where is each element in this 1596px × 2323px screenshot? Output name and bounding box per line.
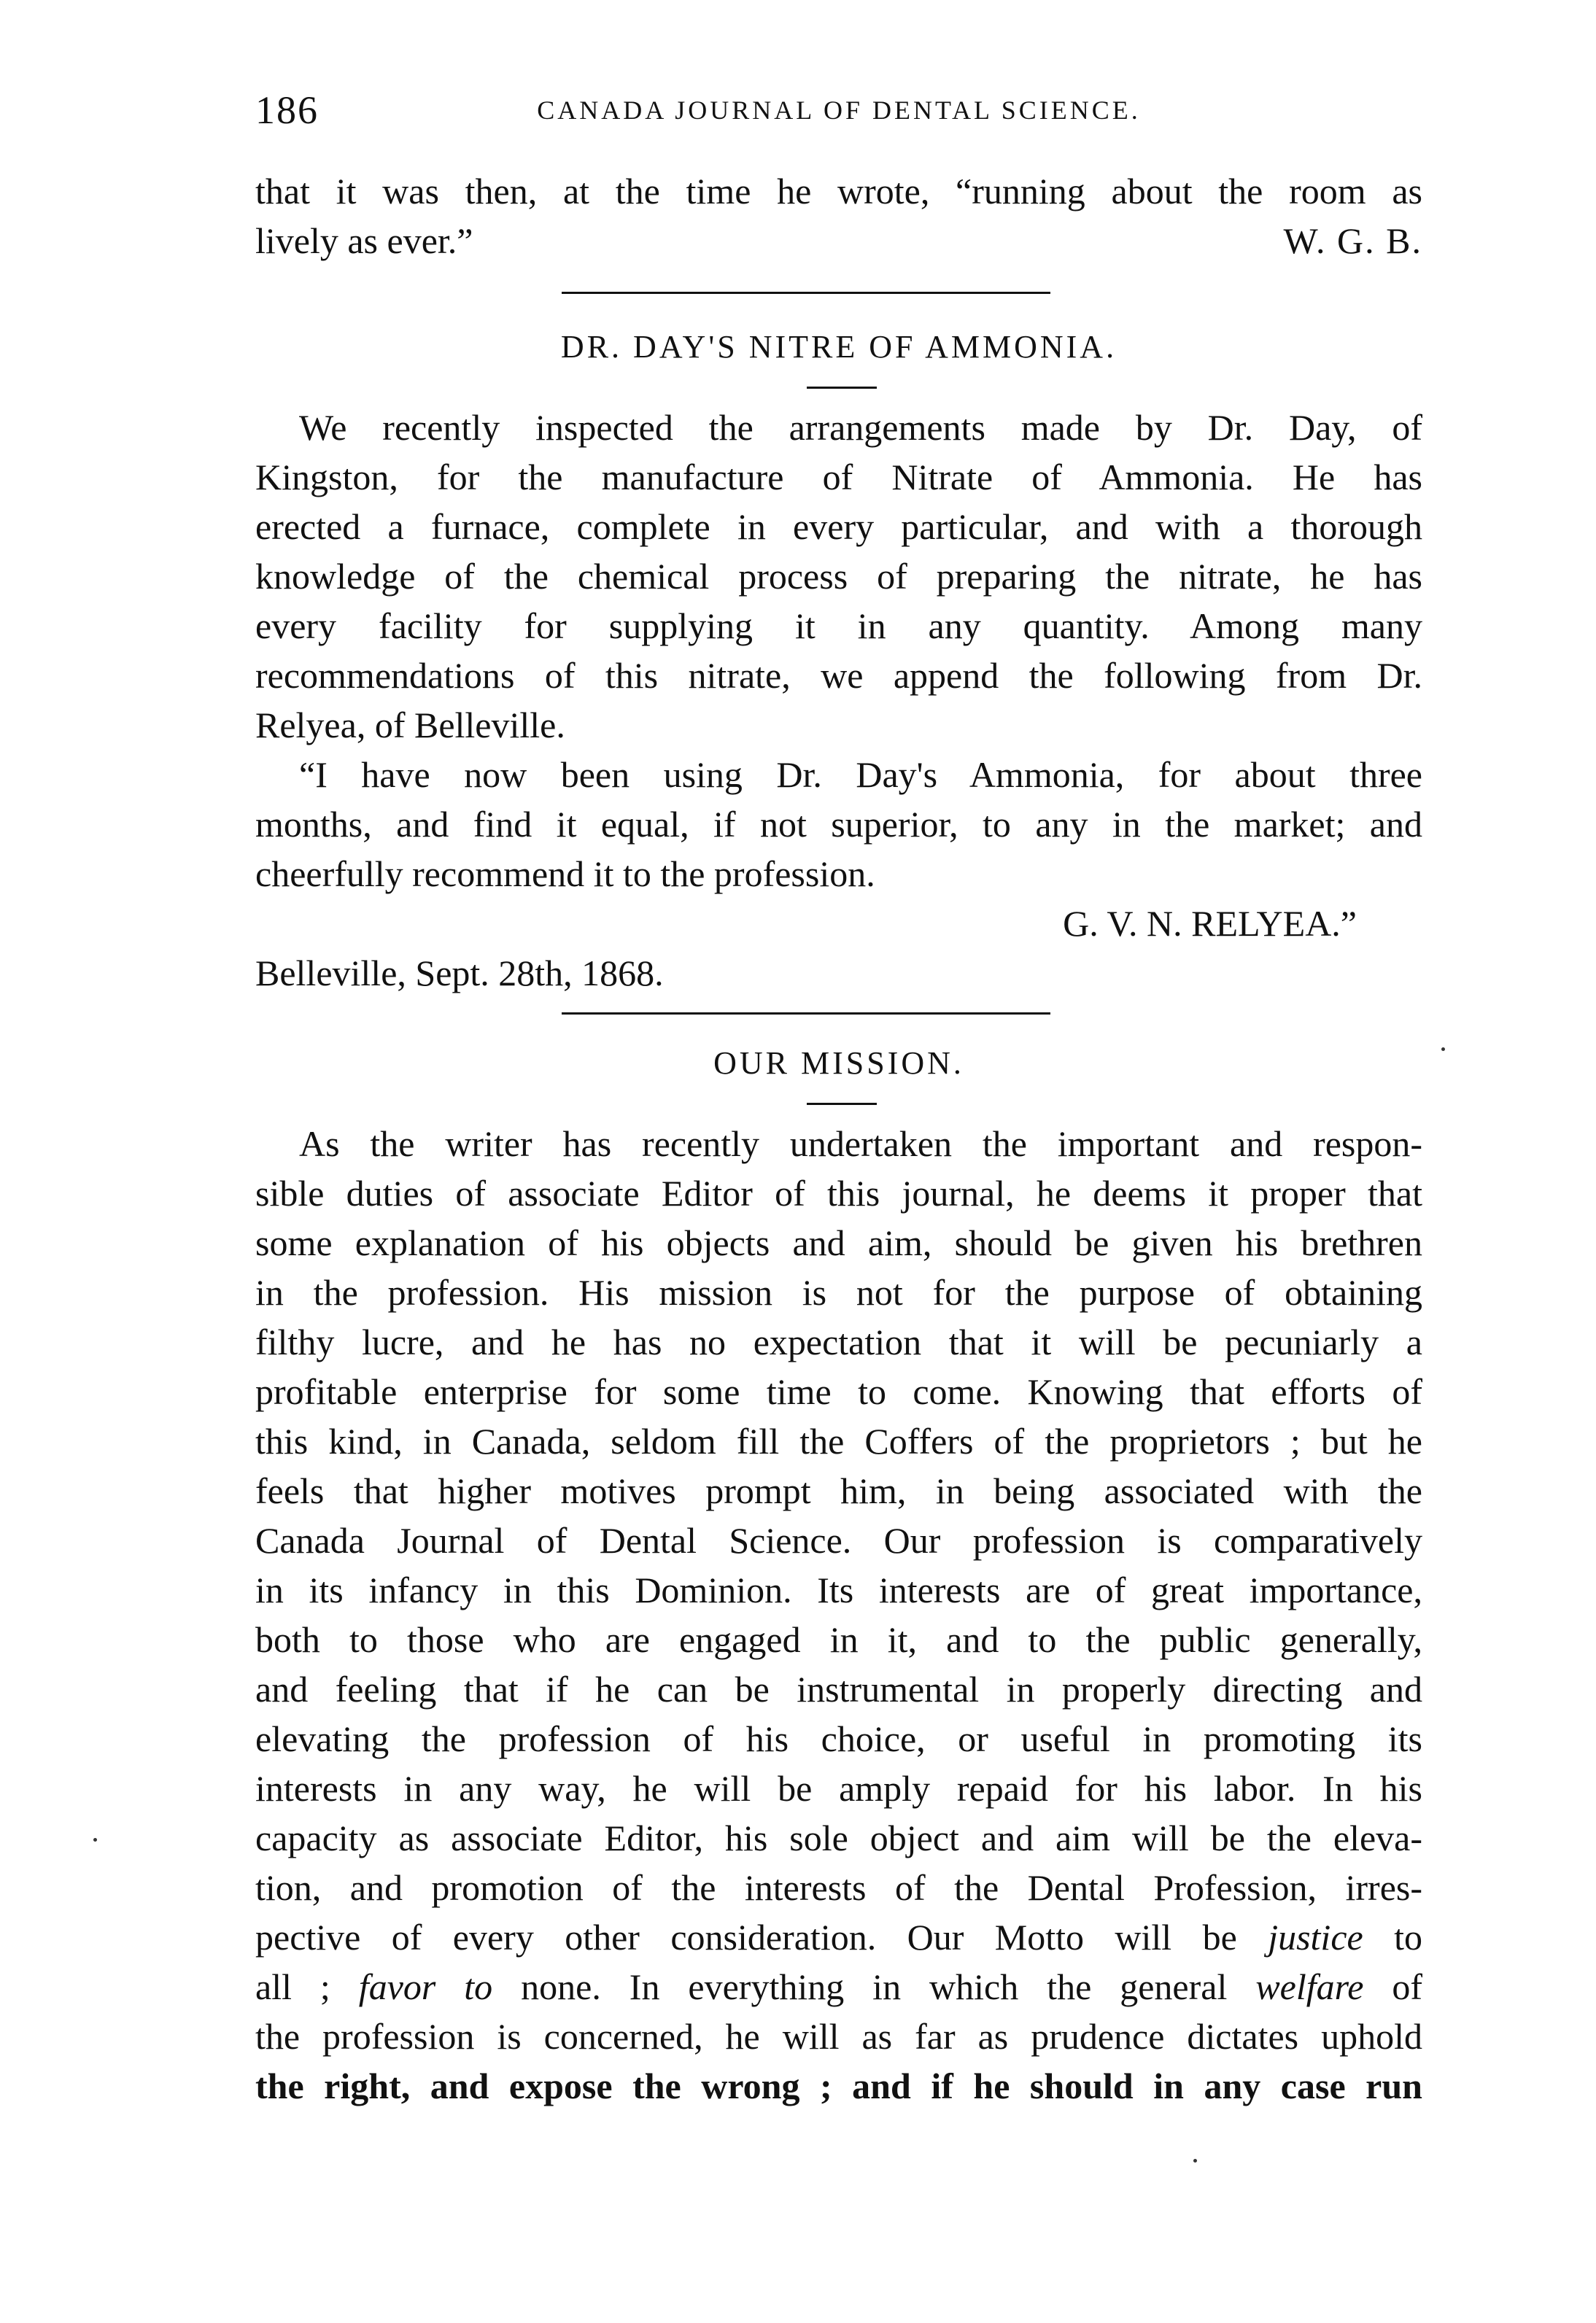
scan-speck (93, 1838, 97, 1842)
article-paragraph (255, 403, 1422, 998)
text-line: erected a furnace, complete in every particular, and with a thorough (255, 506, 1422, 547)
text-line: recommendations of this nitrate, we append the following from Dr. (255, 655, 1422, 696)
text-line: elevating the profession of his choice, or useful in promoting its (255, 1718, 1422, 1759)
text-line (255, 1962, 1422, 2012)
text-line: this kind, in Canada, seldom fill the Coffers of the proprietors ; but he (255, 1421, 1422, 1462)
article-paragraph (255, 1119, 1422, 2111)
scan-speck (1193, 2159, 1197, 2163)
quote-line: cheerfully recommend it to the profession. (255, 853, 875, 894)
welfare-word: welfare (1255, 1966, 1364, 2007)
text-line: We recently inspected the arrangements made by Dr. Day, of (299, 407, 1422, 448)
text-line: the right, and expose the wrong ; and if he should in any case run (255, 2066, 1422, 2106)
text-line: lively as ever.” (255, 220, 473, 261)
text-line: Canada Journal of Dental Science. Our profession is comparatively (255, 1520, 1422, 1561)
text-line: both to those who are engaged in it, and to the public generally, (255, 1619, 1422, 1660)
text-line: As the writer has recently undertaken the important and respon- (299, 1123, 1422, 1164)
page-header (255, 88, 1422, 146)
article-title: DR. DAY'S NITRE OF AMMONIA. (560, 329, 1117, 365)
motto-tail: to (1394, 1917, 1422, 1958)
text-line: in the profession. His mission is not for the purpose of obtaining (255, 1272, 1422, 1313)
favor-head: all ; (255, 1966, 330, 2007)
favor-mid: none. In everything in which the general (521, 1966, 1228, 2007)
dateline: Belleville, Sept. 28th, 1868. (255, 953, 664, 993)
text-line: filthy lucre, and he has no expectation that it will be pecuniarly a (255, 1322, 1422, 1362)
text-line: interests in any way, he will be amply repaid for his labor. In his (255, 1768, 1422, 1809)
text-line: every facility for supplying it in any quantity. Among many (255, 605, 1422, 646)
text-line: profitable enterprise for some time to come. Knowing that efforts of (255, 1371, 1422, 1412)
intro-paragraph (255, 166, 1422, 265)
quote-line: “I have now been using Dr. Day's Ammonia, for about three (299, 754, 1422, 795)
favor-word: favor to (358, 1966, 493, 2007)
justice-word: justice (1268, 1917, 1363, 1958)
text-line: knowledge of the chemical process of preparing the nitrate, he has (255, 556, 1422, 597)
text-line: some explanation of his objects and aim, should be given his brethren (255, 1222, 1422, 1263)
text-line: sible duties of associate Editor of this journal, he deems it proper that (255, 1173, 1422, 1214)
intro-signature: W. G. B. (1283, 220, 1422, 261)
text-line: Relyea, of Belleville. (255, 705, 565, 745)
text-line: in its infancy in this Dominion. Its interests are of great importance, (255, 1570, 1422, 1610)
section-divider (562, 292, 1050, 294)
article-title: OUR MISSION. (713, 1045, 964, 1081)
text-line: tion, and promotion of the interests of the Dental Profession, irres- (255, 1867, 1422, 1908)
text-line: the profession is concerned, he will as far as prudence dictates uphold (255, 2016, 1422, 2057)
text-line: feels that higher motives prompt him, in being associated with the (255, 1470, 1422, 1511)
favor-tail: of (1392, 1966, 1422, 2007)
page-number: 186 (255, 88, 319, 132)
title-rule (807, 1103, 877, 1105)
scan-speck (1441, 1047, 1445, 1051)
quote-signature: G. V. N. RELYEA.” (1063, 903, 1357, 944)
title-rule (807, 387, 877, 389)
motto-text: pective of every other consideration. Our Motto will be (255, 1917, 1237, 1958)
text-line: Kingston, for the manufacture of Nitrate of Ammonia. He has (255, 457, 1422, 497)
text-line: and feeling that if he can be instrumental in properly directing and (255, 1669, 1422, 1710)
quote-line: months, and find it equal, if not superior, to any in the market; and (255, 804, 1422, 845)
text-line (255, 1912, 1422, 1962)
text-line: capacity as associate Editor, his sole object and aim will be the eleva- (255, 1818, 1422, 1858)
running-head: CANADA JOURNAL OF DENTAL SCIENCE. (537, 96, 1141, 125)
section-divider (562, 1012, 1050, 1015)
text-line: that it was then, at the time he wrote, “running about the room as (255, 171, 1422, 212)
